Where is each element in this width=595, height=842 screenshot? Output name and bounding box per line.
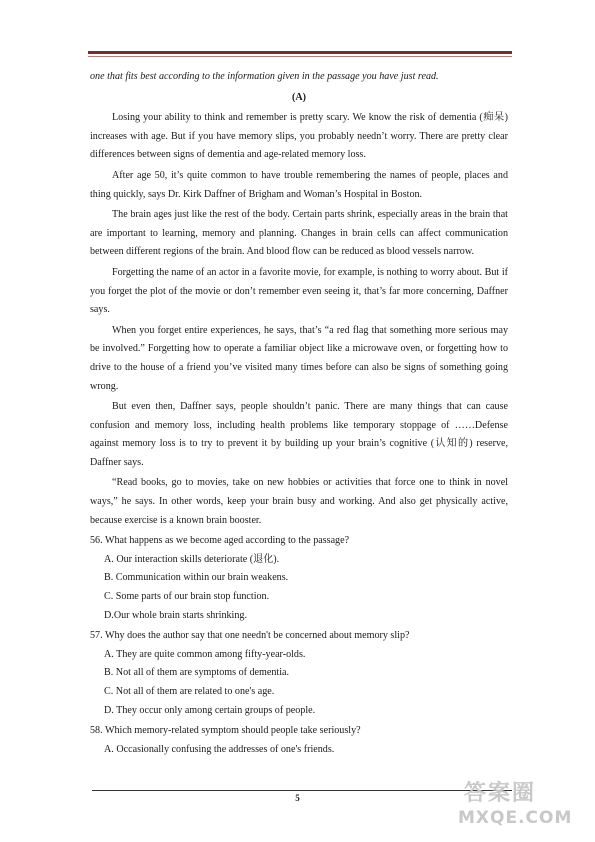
question-58	[90, 722, 508, 759]
footer-rule	[92, 790, 512, 791]
question-option: C. Not all of them are related to one's age.	[104, 686, 275, 697]
passage-paragraph-3: The brain ages just like the rest of the body. Certain parts shrink, especially areas in the brain that are important to learning, memory and planning. Changes in brain cells can affect communication between different regions of the brain. And blood flow can be reduced as blood vessels narrow.	[90, 209, 508, 258]
watermark-logo	[456, 776, 586, 836]
watermark-en: MXQE.COM	[458, 808, 573, 828]
question-option: B. Communication within our brain weakens.	[104, 572, 289, 584]
passage-paragraph-1: Losing your ability to think and remember is pretty scary. We know the risk of dementia (痴呆) increases with age. But if you have memory slips, you probably needn’t worry. There are pretty clear differences between signs of dementia and age-related memory loss.	[90, 112, 508, 161]
watermark-cn: 答案圈	[464, 781, 537, 806]
passage-paragraph-6: But even then, Daffner says, people shouldn’t panic. There are many things that can cause confusion and memory loss, including health problems like temporary stoppage of ……Defense against memory loss is to try to prevent it by building up your brain’s cognitive (认知的) reserve, Daffner says.	[90, 401, 508, 468]
question-option: D. They occur only among certain groups of people.	[104, 704, 316, 716]
header-rule-thin	[88, 56, 512, 57]
header-rule	[88, 51, 512, 54]
question-option: C. Some parts of our brain stop function.	[104, 591, 270, 603]
instruction-text: one that fits best according to the information given in the passage you have just read.	[90, 71, 439, 82]
question-option: B. Not all of them are symptoms of dementia.	[104, 667, 290, 679]
passage-paragraph-2: After age 50, it’s quite common to have trouble remembering the names of people, places and thing quickly, says Dr. Kirk Daffner of Brigham and Woman’s Hospital in Boston.	[90, 169, 508, 200]
question-option: A. Occasionally confusing the addresses of one's friends.	[104, 743, 335, 755]
passage-paragraph-5: When you forget entire experiences, he says, that’s “a red flag that something more serious may be involved.” Forgetting how to operate a familiar object like a microwave oven, or forgetting how to drive to the house of a friend you’ve visited many times before can also be signs of something going wrong.	[90, 324, 508, 392]
question-stem: 56. What happens as we become aged according to the passage?	[90, 535, 350, 547]
question-57	[90, 627, 508, 720]
question-option: A. Our interaction skills deteriorate (退化).	[104, 553, 280, 565]
page-content	[90, 68, 508, 759]
question-stem: 58. Which memory-related symptom should people take seriously?	[90, 725, 361, 737]
question-56	[90, 532, 508, 625]
passage-paragraph-7: “Read books, go to movies, take on new hobbies or activities that force one to think in novel ways,” he says. In other words, keep your brain busy and working. And also get physically active, because exercise is a known brain booster.	[90, 477, 508, 526]
passage-paragraph-4: Forgetting the name of an actor in a favorite movie, for example, is nothing to worry about. But if you forget the plot of the movie or don’t remember even seeing it, that’s far more concerning, Daffner says.	[90, 266, 508, 316]
question-option: A. They are quite common among fifty-year-olds.	[104, 648, 306, 660]
section-label: (A)	[291, 91, 306, 103]
question-stem: 57. Why does the author say that one needn't be concerned about memory slip?	[90, 630, 410, 642]
question-option: D.Our whole brain starts shrinking.	[104, 609, 247, 621]
page-number: 5	[295, 793, 300, 803]
